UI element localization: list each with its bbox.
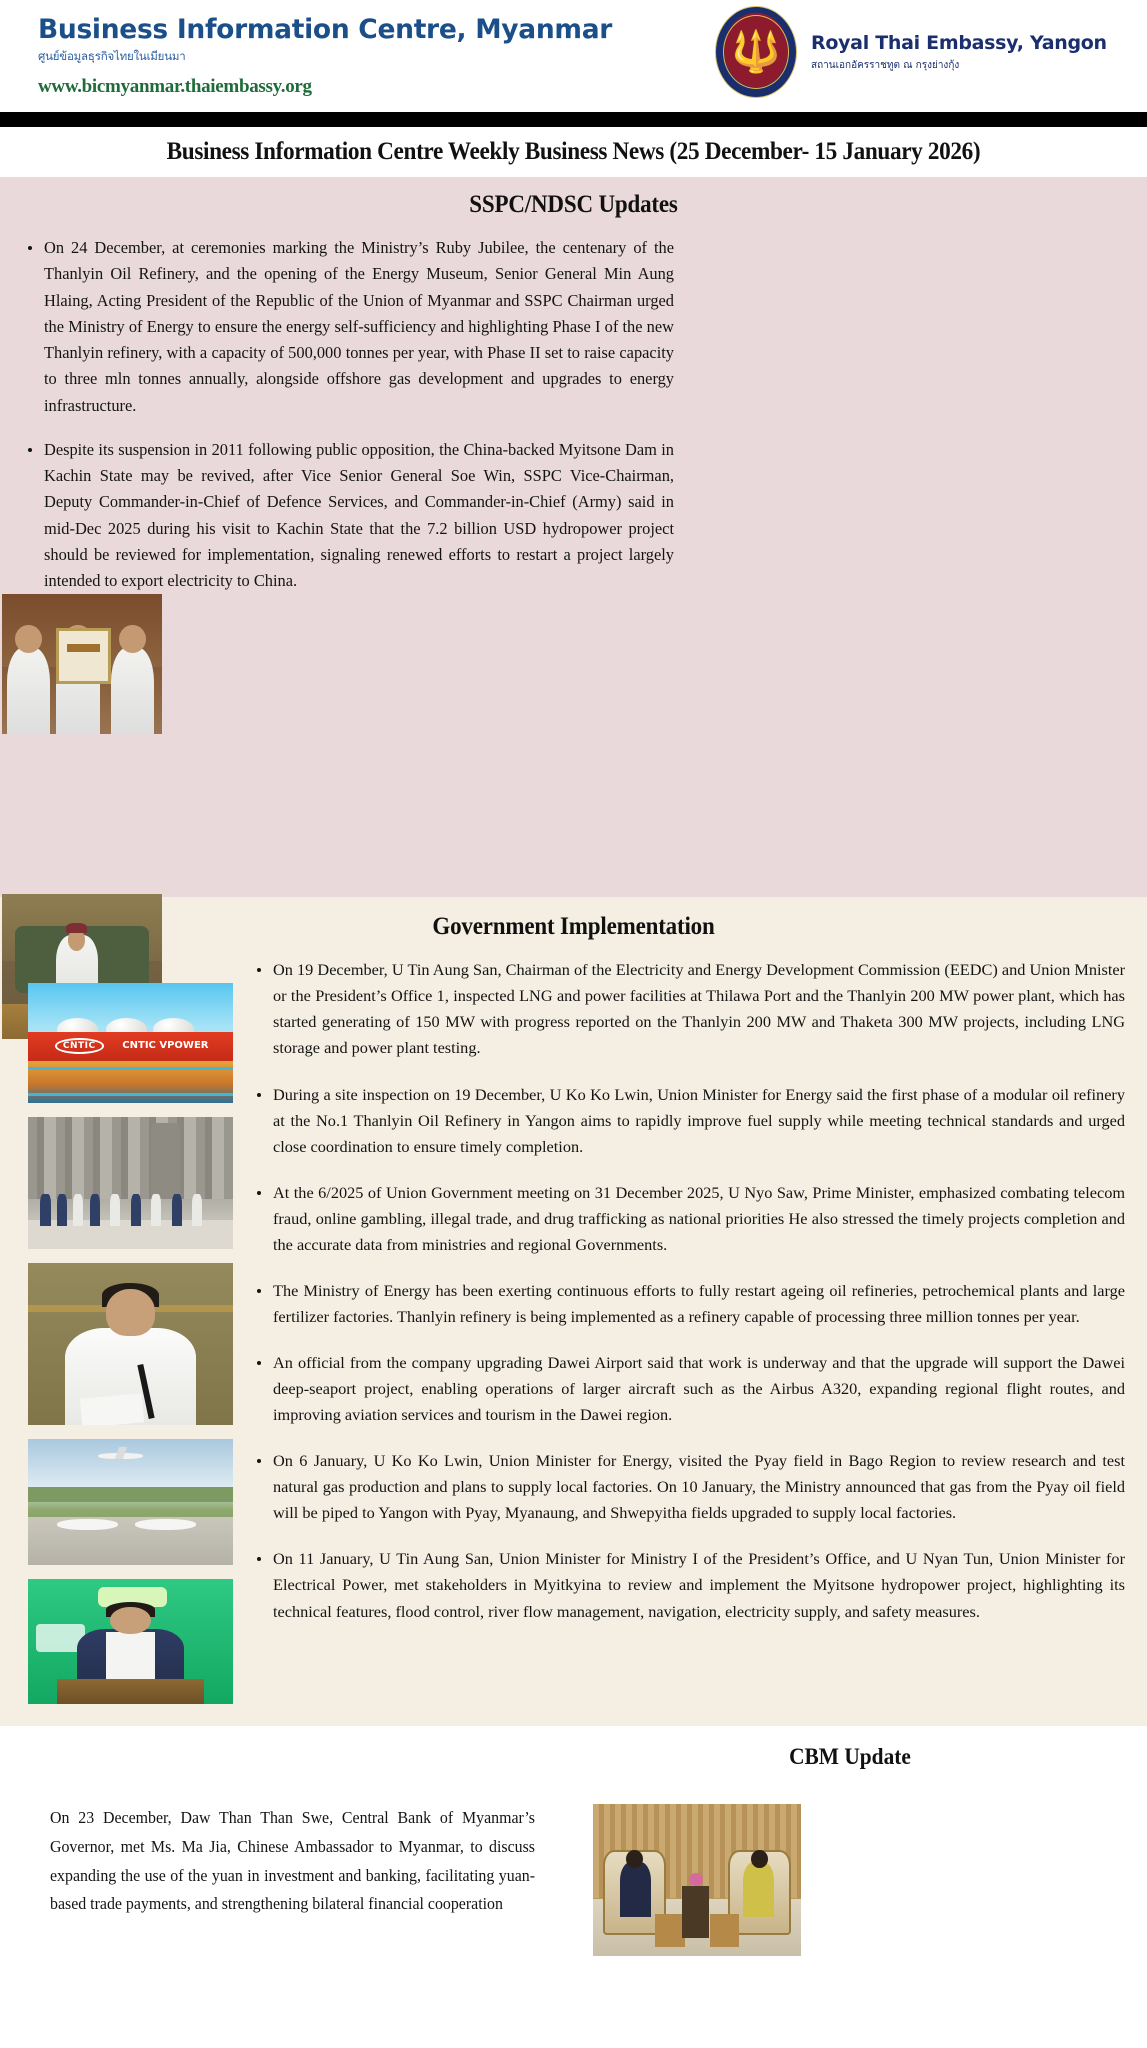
dawei-airport-photo bbox=[28, 1439, 233, 1565]
garuda-icon: 🔱 bbox=[731, 29, 781, 74]
masthead bbox=[0, 0, 1147, 112]
list-item: An official from the company upgrading Dawei Airport said that work is underway and that the upgrade will support the Dawei deep-seaport project, enabling operations of larger aircraft such as the Airbus A320, expanding regional flight routes, and improving aviation services and tourism in the Dawei region. bbox=[251, 1350, 1125, 1428]
section-cbm-update bbox=[0, 1726, 1147, 1974]
list-item: The Ministry of Energy has been exerting continuous efforts to fully restart ageing oil refineries, petrochemical plants and large fertilizer factories. Thanlyin refinery is being implemented as a refinery capable of processing three million tonnes per year. bbox=[251, 1278, 1125, 1330]
list-item: At the 6/2025 of Union Government meeting on 31 December 2025, U Nyo Saw, Prime Minister, emphasized combating telecom fraud, online gambling, illegal trade, and drug trafficking as national priorities He also stressed the timely projects completion and the accurate data from ministries and regional Governments. bbox=[251, 1180, 1125, 1258]
bic-website-url[interactable]: www.bicmyanmar.thaiembassy.org bbox=[38, 76, 312, 97]
header-divider-bar bbox=[0, 112, 1147, 127]
main-title-band bbox=[0, 127, 1147, 177]
list-item: On 11 January, U Tin Aung San, Union Minister for Ministry I of the President’s Office, and U Nyan Tun, Union Minister for Electrical Power, met stakeholders in Myitkyina to review and implement the Myitsone hydropower project, highlighting its technical features, flood control, river flow management, navigation, electricity supply, and safety measures. bbox=[251, 1546, 1125, 1624]
government-photo-column bbox=[28, 957, 233, 1704]
embassy-title: Royal Thai Embassy, Yangon bbox=[811, 31, 1107, 54]
sspc-bullet-list bbox=[22, 235, 1129, 594]
bic-branding bbox=[38, 14, 612, 98]
minister-green-backdrop-speech-photo bbox=[28, 1579, 233, 1704]
section-sspc-ndsc bbox=[0, 177, 1147, 897]
cbm-body-text: On 23 December, Daw Than Than Swe, Central Bank of Myanmar’s Governor, met Ms. Ma Jia, Chinese Ambassador to Myanmar, to discuss expanding the use of the yuan in investment and banking, facilitating yuan-based trade payments, and strengthening bilateral financial cooperation bbox=[50, 1808, 535, 1914]
list-item: On 19 December, U Tin Aung San, Chairman of the Electricity and Energy Development Commission (EEDC) and Union Mnister or the President’s Office 1, inspected LNG and power facilities at Thilawa Port and the Thanlyin 200 MW power plant, which has started generating of 150 MW with progress reported on the Thanlyin 200 MW and Thaketa 300 MW projects, including LNG storage and power plant testing. bbox=[251, 957, 1125, 1061]
union-government-official-speaking-photo bbox=[28, 1263, 233, 1425]
cbm-section-heading: CBM Update bbox=[789, 1744, 911, 1770]
bic-subtitle-thai: ศูนย์ข้อมูลธุรกิจไทยในเมียนมา bbox=[38, 49, 186, 63]
sspc-section-heading: SSPC/NDSC Updates bbox=[469, 191, 678, 218]
lng-carrier-cntic-photo bbox=[28, 983, 233, 1103]
ruby-jubilee-ceremony-photo bbox=[2, 594, 162, 734]
embassy-subtitle-thai: สถานเอกอัครราชทูต ณ กรุงย่างกุ้ง bbox=[811, 59, 960, 71]
page-title: Business Information Centre Weekly Business News (25 December- 15 January 2026) bbox=[166, 138, 981, 165]
bic-title: Business Information Centre, Myanmar bbox=[38, 14, 613, 45]
government-bullet-list bbox=[251, 957, 1125, 1624]
royal-thai-embassy-seal-icon bbox=[715, 6, 797, 98]
list-item: On 24 December, at ceremonies marking the Ministry’s Ruby Jubilee, the centenary of the Thanlyin Oil Refinery, and the opening of the Energy Museum, Senior General Min Aung Hlaing, Acting President of the Republic of the Union of Myanmar and SSPC Chairman urged the Ministry of Energy to ensure the energy self-sufficiency and highlighting Phase I of the new Thanlyin refinery, with a capacity of 500,000 tonnes per year, with Phase II set to raise capacity to three mln tonnes annually, alongside offshore gas development and upgrades to energy infrastructure. bbox=[22, 235, 674, 419]
list-item: Despite its suspension in 2011 following public opposition, the China-backed Myitsone Dam in Kachin State may be revived, after Vice Senior General Soe Win, SSPC Vice-Chairman, Deputy Commander-in-Chief of Defence Services, and Commander-in-Chief (Army) said in mid-Dec 2025 during his visit to Kachin State that the 7.2 billion USD hydropower project should be reviewed for implementation, signaling renewed efforts to restart a project largely intended to export electricity to China. bbox=[22, 437, 674, 595]
government-section-heading: Government Implementation bbox=[432, 913, 715, 941]
section-government-implementation bbox=[0, 897, 1147, 1726]
embassy-branding bbox=[715, 6, 1107, 98]
refinery-site-inspection-photo bbox=[28, 1117, 233, 1249]
cntic-ship-logo: CNTIC bbox=[55, 1038, 104, 1054]
cntic-ship-name: CNTIC VPOWER bbox=[122, 1039, 209, 1051]
list-item: On 6 January, U Ko Ko Lwin, Union Minister for Energy, visited the Pyay field in Bago Region to review research and test natural gas production and plans to supply local factories. On 10 January, the Ministry announced that gas from the Pyay oil field will be piped to Yangon with Pyay, Myanaung, and Shwepyitha fields upgraded to supply local factories. bbox=[251, 1448, 1125, 1526]
cbm-governor-ambassador-meeting-photo bbox=[593, 1804, 801, 1956]
list-item: During a site inspection on 19 December, U Ko Ko Lwin, Union Minister for Energy said the first phase of a modular oil refinery at the No.1 Thanlyin Oil Refinery in Yangon aims to rapidly improve fuel supply while meeting technical standards and urged close coordination to ensure timely completion. bbox=[251, 1082, 1125, 1160]
